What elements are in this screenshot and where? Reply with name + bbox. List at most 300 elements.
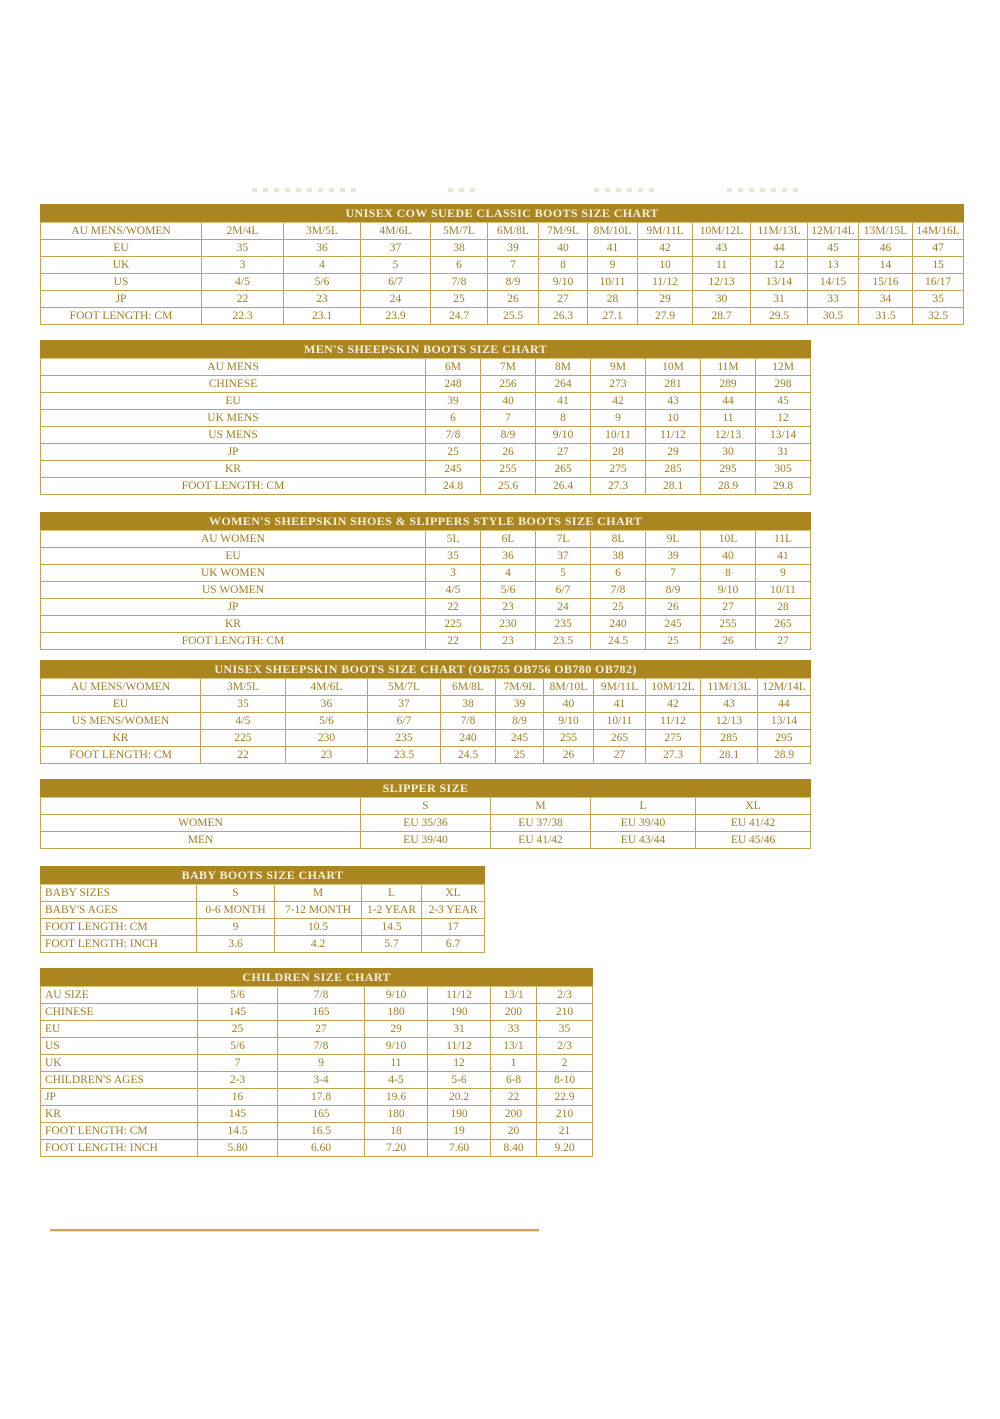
value-cell: 6-8 [491, 1072, 537, 1089]
value-cell: 9/10 [365, 987, 428, 1004]
table-row [41, 410, 811, 427]
row-label-cell: UK MENS [41, 410, 426, 427]
value-cell: 37 [368, 696, 441, 713]
value-cell: 4M/6L [286, 679, 368, 696]
value-cell: 9 [588, 257, 638, 274]
value-cell: 12 [756, 410, 811, 427]
value-cell: 8-10 [537, 1072, 593, 1089]
value-cell: 11/12 [646, 713, 701, 730]
value-cell: 11/12 [428, 1038, 491, 1055]
value-cell: 6L [481, 531, 536, 548]
value-cell: 9/10 [365, 1038, 428, 1055]
value-cell: 28.1 [646, 478, 701, 495]
value-cell: 11 [701, 410, 756, 427]
table-row [41, 919, 485, 936]
table-row [41, 599, 811, 616]
table-row [41, 444, 811, 461]
value-cell: 14M/16L [913, 223, 964, 240]
value-cell: 3M/5L [284, 223, 361, 240]
table-row [41, 565, 811, 582]
row-label-cell: KR [41, 730, 201, 747]
value-cell: 43 [646, 393, 701, 410]
table-row [41, 616, 811, 633]
table-row [41, 1072, 593, 1089]
row-label-cell: JP [41, 444, 426, 461]
value-cell: L [591, 798, 696, 815]
value-cell: 39 [426, 393, 481, 410]
value-cell: 25.5 [488, 308, 539, 325]
table-row [41, 291, 964, 308]
value-cell: 27 [278, 1021, 365, 1038]
value-cell: 8 [539, 257, 588, 274]
value-cell: 7L [536, 531, 591, 548]
row-label-cell: KR [41, 616, 426, 633]
table-title-row [41, 341, 811, 359]
table-row [41, 730, 811, 747]
table-row [41, 393, 811, 410]
value-cell: 23 [284, 291, 361, 308]
value-cell: 11/12 [428, 987, 491, 1004]
row-label-cell: EU [41, 240, 202, 257]
value-cell: 4 [284, 257, 361, 274]
row-label-cell: US [41, 274, 202, 291]
table-row [41, 1004, 593, 1021]
value-cell: 2/3 [537, 1038, 593, 1055]
value-cell: 5/6 [284, 274, 361, 291]
value-cell: 24 [361, 291, 431, 308]
value-cell: 27 [539, 291, 588, 308]
value-cell: 9M/11L [594, 679, 646, 696]
value-cell: 40 [701, 548, 756, 565]
value-cell: 28.9 [758, 747, 811, 764]
value-cell: 245 [646, 616, 701, 633]
value-cell: 255 [481, 461, 536, 478]
value-cell: 145 [198, 1004, 278, 1021]
faded-text-fragment [727, 188, 802, 192]
value-cell: 27.3 [591, 478, 646, 495]
value-cell: 7M/9L [539, 223, 588, 240]
value-cell: 42 [646, 696, 701, 713]
size-table-baby-boots [40, 866, 485, 953]
value-cell: 255 [544, 730, 594, 747]
value-cell: 265 [594, 730, 646, 747]
value-cell: 22.3 [202, 308, 284, 325]
value-cell: 4/5 [201, 713, 286, 730]
value-cell: 5/6 [286, 713, 368, 730]
table-row [41, 240, 964, 257]
row-label-cell: FOOT LENGTH: CM [41, 633, 426, 650]
value-cell: 25 [496, 747, 544, 764]
value-cell: 6 [431, 257, 488, 274]
value-cell: 23 [481, 599, 536, 616]
value-cell: 12/13 [693, 274, 751, 291]
value-cell: 16 [198, 1089, 278, 1106]
value-cell: 29.8 [756, 478, 811, 495]
table-title-row [41, 969, 593, 987]
table-row [41, 427, 811, 444]
size-table-unisex-cow-suede-classic-boots [40, 204, 964, 325]
value-cell: 5.7 [362, 936, 422, 953]
row-label-cell: US MENS/WOMEN [41, 713, 201, 730]
value-cell: 30.5 [808, 308, 859, 325]
table-row [41, 531, 811, 548]
row-label-cell: FOOT LENGTH: INCH [41, 1140, 198, 1157]
value-cell: 295 [701, 461, 756, 478]
value-cell: 9 [756, 565, 811, 582]
bottom-divider-line [50, 1229, 539, 1232]
value-cell: 9M [591, 359, 646, 376]
value-cell: 230 [286, 730, 368, 747]
value-cell: 12/13 [701, 427, 756, 444]
value-cell: 12 [428, 1055, 491, 1072]
table-row [41, 1106, 593, 1123]
value-cell: 12 [751, 257, 808, 274]
row-label-cell: UK [41, 257, 202, 274]
value-cell: 8/9 [646, 582, 701, 599]
value-cell: 24.8 [426, 478, 481, 495]
value-cell: 44 [758, 696, 811, 713]
table-row [41, 1021, 593, 1038]
value-cell: 23.5 [536, 633, 591, 650]
value-cell: 3 [202, 257, 284, 274]
value-cell: 281 [646, 376, 701, 393]
value-cell: 30 [701, 444, 756, 461]
value-cell: 22 [491, 1089, 537, 1106]
value-cell: 10.5 [275, 919, 362, 936]
value-cell: 13 [808, 257, 859, 274]
value-cell: 11L [756, 531, 811, 548]
value-cell: 28 [756, 599, 811, 616]
row-label-cell: FOOT LENGTH: CM [41, 919, 197, 936]
row-label-cell: KR [41, 1106, 198, 1123]
value-cell: 3 [426, 565, 481, 582]
value-cell: 40 [481, 393, 536, 410]
value-cell: 5/6 [198, 1038, 278, 1055]
value-cell: 210 [537, 1106, 593, 1123]
table-row [41, 1089, 593, 1106]
value-cell: 273 [591, 376, 646, 393]
value-cell: 24.5 [441, 747, 496, 764]
value-cell: 180 [365, 1106, 428, 1123]
value-cell: EU 41/42 [491, 832, 591, 849]
value-cell: 28.7 [693, 308, 751, 325]
value-cell: 26.4 [536, 478, 591, 495]
value-cell: 43 [701, 696, 758, 713]
value-cell: 2-3 [198, 1072, 278, 1089]
value-cell: 11M [701, 359, 756, 376]
value-cell: 8/9 [496, 713, 544, 730]
value-cell: 2/3 [537, 987, 593, 1004]
row-label-cell: JP [41, 599, 426, 616]
value-cell: 10 [646, 410, 701, 427]
value-cell: 255 [701, 616, 756, 633]
value-cell: XL [696, 798, 811, 815]
value-cell: 8M/10L [544, 679, 594, 696]
value-cell: 39 [488, 240, 539, 257]
table-row [41, 713, 811, 730]
value-cell: 36 [284, 240, 361, 257]
value-cell: 22 [426, 633, 481, 650]
row-label-cell: FOOT LENGTH: CM [41, 1123, 198, 1140]
row-label-cell: AU WOMEN [41, 531, 426, 548]
value-cell: 7/8 [591, 582, 646, 599]
value-cell: 10L [701, 531, 756, 548]
value-cell: 34 [859, 291, 913, 308]
value-cell: 6M/8L [488, 223, 539, 240]
value-cell: 285 [701, 730, 758, 747]
value-cell: 17.8 [278, 1089, 365, 1106]
value-cell: 230 [481, 616, 536, 633]
value-cell: 10 [638, 257, 693, 274]
value-cell: 24 [536, 599, 591, 616]
value-cell: 36 [481, 548, 536, 565]
value-cell: 165 [278, 1004, 365, 1021]
value-cell: 6/7 [361, 274, 431, 291]
value-cell: 235 [536, 616, 591, 633]
value-cell: 16.5 [278, 1123, 365, 1140]
value-cell: 7.20 [365, 1140, 428, 1157]
faded-text-fragment [594, 188, 658, 192]
value-cell: 9L [646, 531, 701, 548]
row-label-cell: US WOMEN [41, 582, 426, 599]
value-cell: 47 [913, 240, 964, 257]
value-cell: 35 [913, 291, 964, 308]
value-cell: 9 [197, 919, 275, 936]
table-row [41, 1140, 593, 1157]
value-cell: 298 [756, 376, 811, 393]
value-cell: 7/8 [431, 274, 488, 291]
value-cell: 26 [544, 747, 594, 764]
value-cell: 9/10 [539, 274, 588, 291]
value-cell: 23.1 [284, 308, 361, 325]
value-cell: 210 [537, 1004, 593, 1021]
value-cell: 10M/12L [646, 679, 701, 696]
value-cell: 29 [646, 444, 701, 461]
value-cell: 39 [496, 696, 544, 713]
value-cell: 26 [488, 291, 539, 308]
value-cell: 44 [751, 240, 808, 257]
value-cell: EU 41/42 [696, 815, 811, 832]
value-cell: 10/11 [591, 427, 646, 444]
row-label-cell: EU [41, 548, 426, 565]
size-table-unisex-sheepskin-boots [40, 660, 811, 764]
value-cell: 7/8 [278, 1038, 365, 1055]
value-cell: 265 [756, 616, 811, 633]
value-cell: 6M [426, 359, 481, 376]
value-cell: 11/12 [646, 427, 701, 444]
value-cell: S [197, 885, 275, 902]
table-row [41, 1055, 593, 1072]
value-cell: 245 [496, 730, 544, 747]
row-label-cell: EU [41, 393, 426, 410]
value-cell: 4M/6L [361, 223, 431, 240]
value-cell: 7M [481, 359, 536, 376]
value-cell: 9 [591, 410, 646, 427]
value-cell: 21 [537, 1123, 593, 1140]
value-cell: 40 [539, 240, 588, 257]
value-cell: 5 [536, 565, 591, 582]
value-cell: 46 [859, 240, 913, 257]
value-cell: 19.6 [365, 1089, 428, 1106]
value-cell: EU 39/40 [361, 832, 491, 849]
value-cell: 190 [428, 1004, 491, 1021]
value-cell: 200 [491, 1106, 537, 1123]
table-row [41, 747, 811, 764]
value-cell: 6M/8L [441, 679, 496, 696]
size-table-mens-sheepskin-boots [40, 340, 811, 495]
value-cell: 5L [426, 531, 481, 548]
value-cell: 275 [646, 730, 701, 747]
value-cell: S [361, 798, 491, 815]
row-label-cell: FOOT LENGTH: CM [41, 308, 202, 325]
table-row [41, 461, 811, 478]
value-cell: 5-6 [428, 1072, 491, 1089]
value-cell: 4-5 [365, 1072, 428, 1089]
value-cell: 10/11 [756, 582, 811, 599]
value-cell: 25 [591, 599, 646, 616]
row-label-cell: AU MENS/WOMEN [41, 679, 201, 696]
value-cell: 0-6 MONTH [197, 902, 275, 919]
value-cell: 7M/9L [496, 679, 544, 696]
value-cell: 14.5 [362, 919, 422, 936]
value-cell: 2-3 YEAR [422, 902, 485, 919]
value-cell: L [362, 885, 422, 902]
value-cell: 23 [481, 633, 536, 650]
value-cell: 10/11 [588, 274, 638, 291]
value-cell: 248 [426, 376, 481, 393]
value-cell: 12M [756, 359, 811, 376]
value-cell: 35 [426, 548, 481, 565]
value-cell: 165 [278, 1106, 365, 1123]
table-title-row [41, 867, 485, 885]
value-cell: 35 [202, 240, 284, 257]
row-label-cell: BABY SIZES [41, 885, 197, 902]
value-cell: 26 [701, 633, 756, 650]
value-cell: 6.60 [278, 1140, 365, 1157]
value-cell: 5/6 [198, 987, 278, 1004]
value-cell: 38 [591, 548, 646, 565]
value-cell: 29 [638, 291, 693, 308]
value-cell: 16/17 [913, 274, 964, 291]
value-cell: 1-2 YEAR [362, 902, 422, 919]
value-cell: 38 [441, 696, 496, 713]
value-cell: 24.5 [591, 633, 646, 650]
value-cell: 45 [756, 393, 811, 410]
table-row [41, 548, 811, 565]
value-cell: 22.9 [537, 1089, 593, 1106]
value-cell: 3-4 [278, 1072, 365, 1089]
value-cell: 31 [428, 1021, 491, 1038]
value-cell: 264 [536, 376, 591, 393]
table-row [41, 376, 811, 393]
value-cell: 6 [591, 565, 646, 582]
value-cell: 41 [594, 696, 646, 713]
value-cell: 12M/14L [758, 679, 811, 696]
table-row [41, 257, 964, 274]
table-row [41, 936, 485, 953]
table-row [41, 223, 964, 240]
value-cell: 12/13 [701, 713, 758, 730]
value-cell: 225 [426, 616, 481, 633]
value-cell: 45 [808, 240, 859, 257]
value-cell: 256 [481, 376, 536, 393]
value-cell: EU 45/46 [696, 832, 811, 849]
value-cell: 7/8 [278, 987, 365, 1004]
value-cell: 27 [536, 444, 591, 461]
value-cell: 13M/15L [859, 223, 913, 240]
value-cell: 14 [859, 257, 913, 274]
value-cell: 23.9 [361, 308, 431, 325]
value-cell: XL [422, 885, 485, 902]
value-cell: 200 [491, 1004, 537, 1021]
value-cell: 27 [701, 599, 756, 616]
value-cell: 8/9 [481, 427, 536, 444]
value-cell: 29.5 [751, 308, 808, 325]
value-cell: 39 [646, 548, 701, 565]
value-cell: 17 [422, 919, 485, 936]
value-cell: 7-12 MONTH [275, 902, 362, 919]
value-cell: 40 [544, 696, 594, 713]
value-cell: 9/10 [544, 713, 594, 730]
value-cell: 240 [441, 730, 496, 747]
table-row [41, 478, 811, 495]
size-table-womens-sheepskin-shoes-slippers-boots [40, 512, 811, 650]
value-cell: 27 [594, 747, 646, 764]
value-cell: 27.1 [588, 308, 638, 325]
value-cell: 33 [808, 291, 859, 308]
value-cell: 225 [201, 730, 286, 747]
table-title: BABY BOOTS SIZE CHART [41, 867, 485, 885]
value-cell: 8M/10L [588, 223, 638, 240]
value-cell: 8 [536, 410, 591, 427]
value-cell: 8/9 [488, 274, 539, 291]
value-cell: 6.7 [422, 936, 485, 953]
value-cell: 41 [756, 548, 811, 565]
table-row [41, 1123, 593, 1140]
value-cell: 25 [646, 633, 701, 650]
value-cell: 8 [701, 565, 756, 582]
size-table-children-size [40, 968, 593, 1157]
value-cell: 7 [646, 565, 701, 582]
value-cell: 15/16 [859, 274, 913, 291]
value-cell: 22 [426, 599, 481, 616]
row-label-cell: UK [41, 1055, 198, 1072]
value-cell: 2 [537, 1055, 593, 1072]
value-cell: 43 [693, 240, 751, 257]
value-cell: 145 [198, 1106, 278, 1123]
value-cell: 4 [481, 565, 536, 582]
value-cell: 38 [431, 240, 488, 257]
value-cell: 10/11 [594, 713, 646, 730]
table-row [41, 815, 811, 832]
value-cell: 25 [431, 291, 488, 308]
value-cell: 25 [426, 444, 481, 461]
row-label-cell: UK WOMEN [41, 565, 426, 582]
value-cell: 32.5 [913, 308, 964, 325]
value-cell: 5M/7L [431, 223, 488, 240]
value-cell: 7/8 [441, 713, 496, 730]
row-label-cell: EU [41, 1021, 198, 1038]
value-cell: 12M/14L [808, 223, 859, 240]
value-cell: 13/14 [758, 713, 811, 730]
value-cell: 3.6 [197, 936, 275, 953]
table-row [41, 633, 811, 650]
value-cell: 13/1 [491, 1038, 537, 1055]
row-label-cell: AU SIZE [41, 987, 198, 1004]
value-cell: 7 [488, 257, 539, 274]
value-cell: 23 [286, 747, 368, 764]
row-label-cell: KR [41, 461, 426, 478]
